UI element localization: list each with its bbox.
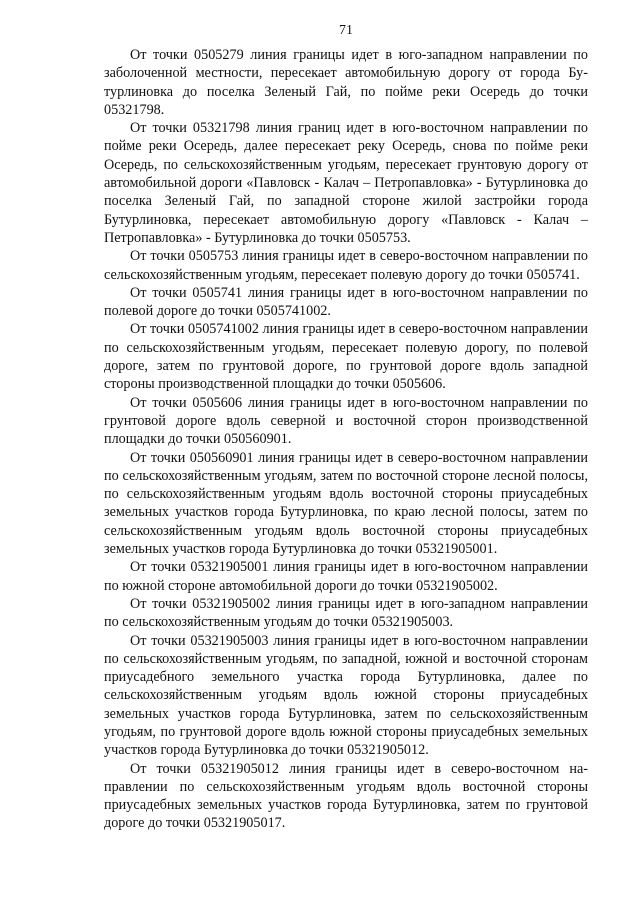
paragraph-7: От точки 050560901 линия границы идет в северо-восточном направлении по сельскохозяйственным угодьям, затем по восточной стороне лесной полосы, по сельскохозяйственным угодьям вдоль восточной стороны приусадебных земельных участков города Бутурлиновка, по краю лесной полосы, затем по сельскохозяйственным угодьям вдоль восточной стороны приусадебных земельных участков города Бутурлиновка до точки 05321905001. [104, 449, 588, 558]
paragraph-5: От точки 0505741002 линия границы идет в северо-восточном направлении по сельскохозяйственным угодьям, пересекает полевую дорогу, по полевой дороге, затем по грунтовой дороге, по грунтовой дороге вдоль западной стороны производственной площадки до точки 0505606. [104, 321, 588, 393]
paragraph-4: От точки 0505741 линия границы идет в юго-восточном направлении по полевой дороге до точки 0505741002. [104, 284, 588, 320]
paragraph-1: От точки 0505279 линия границы идет в юго-западном направлении по заболоченной местности, пересекает автомобильную дорогу от города Бутурлиновка до поселка Зеленый Гай, по пойме реки Осередь до точки 05321798. [104, 47, 588, 118]
paragraph-8: От точки 05321905001 линия границы идет в юго-восточном направлении по южной стороне автомобильной дороги до точки 05321905002. [104, 559, 588, 594]
paragraph-9: От точки 05321905002 линия границы идет в юго-западном направлении по сельскохозяйственным угодьям до точки 05321905003. [104, 595, 588, 631]
paragraph-2: От точки 05321798 линия границ идет в юго-восточном направлении по пойме реки Осередь, далее пересекает реку Осередь, снова по пойме реки Осередь, по сельскохозяйственным угодьям, пересекает грунтовую дорогу от автомобильной дороги «Павловск - Калач – Петропавловка» - Бутурлиновка до поселка Зеленый Гай, по западной стороне жилой застройки города Бутурлиновка, пересекает автомобильную дорогу «Павловск - Калач – Петропавловка» - Бутурлиновка до точки 0505753. [104, 120, 588, 246]
page-number: 71 [339, 23, 353, 38]
paragraph-10: От точки 05321905003 линия границы идет в юго-восточном направлении по сельскохозяйственным угодьям, по западной, южной и восточной сторонам приусадебного земельного участка города Бутурлиновка, далее по сельскохозяйственным угодьям вдоль южной стороны приусадебных земельных участков города Бутурлиновка, затем по сельскохозяйственным угодьям, по грунтовой дороге вдоль южной стороны приусадебных земельных участков города Бутурлиновка до точки 05321905012. [104, 632, 588, 759]
paragraph-6: От точки 0505606 линия границы идет в юго-восточном направлении по грунтовой дороге вдоль северной и восточной сторон производственной площадки до точки 050560901. [104, 394, 588, 448]
paragraph-11: От точки 05321905012 линия границы идет в северо-восточном направлении по сельскохозяйственным угодьям вдоль восточной стороны приусадебных земельных участков города Бутурлиновка, затем по грунтовой дороге до точки 05321905017. [104, 760, 588, 832]
document-page [104, 22, 588, 833]
paragraph-3: От точки 0505753 линия границы идет в северо-восточном направлении по сельскохозяйственным угодьям, пересекает полевую дорогу до точки 0505741. [104, 248, 588, 283]
